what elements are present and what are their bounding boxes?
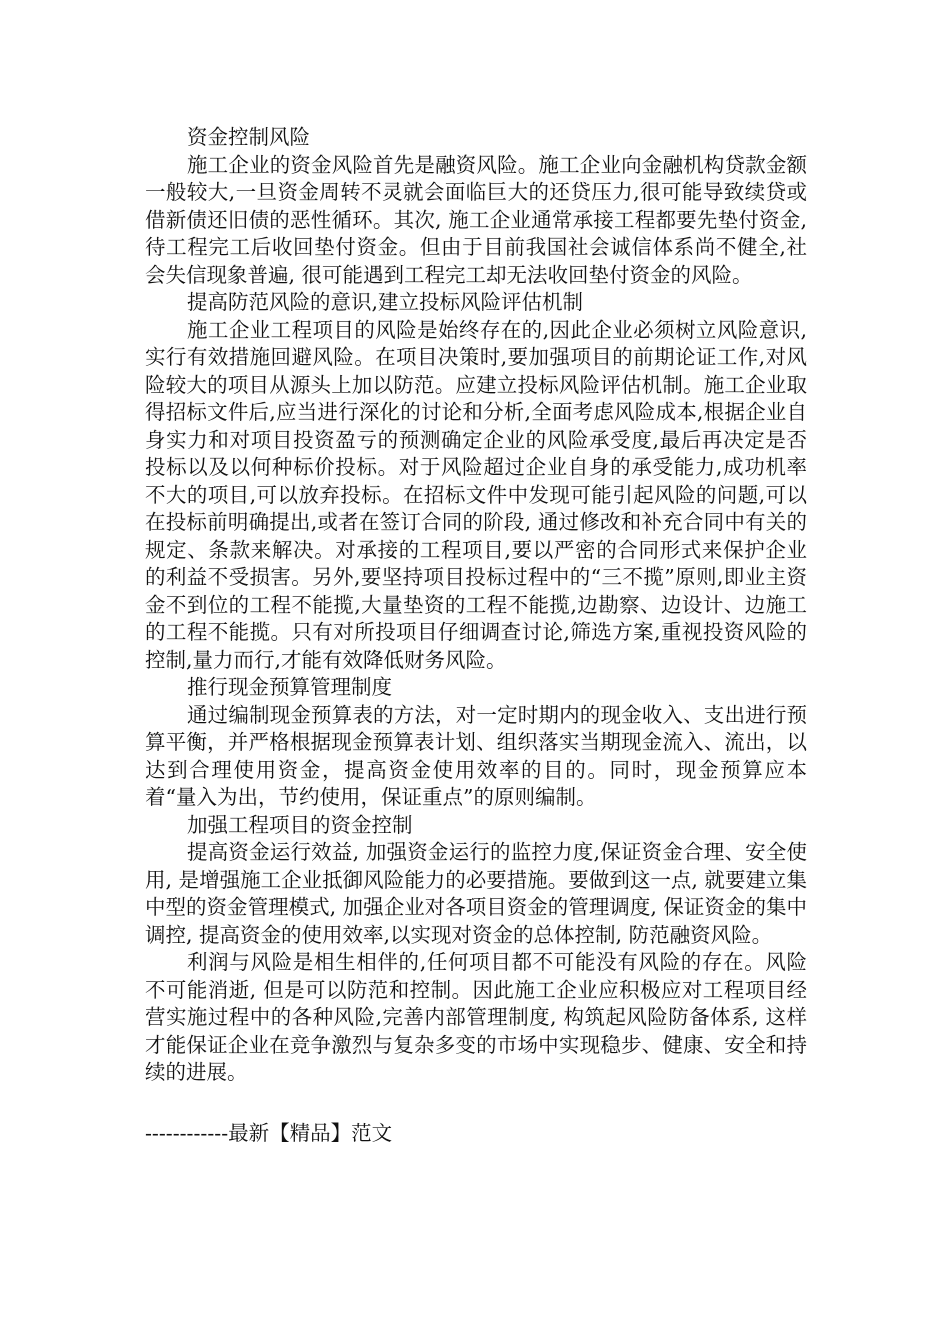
section-heading-project-funds: 加强工程项目的资金控制 bbox=[187, 812, 413, 837]
section-paragraph-cash-budget: 通过编制现金预算表的方法，对一定时期内的现金收入、支出进行预算平衡，并严格根据现金预算表计划、组织落实当期现金流入、流出，以达到合理使用资金，提高资金使用效率的目的。同时，现金预算应本着“量入为出，节约使用，保证重点”的原则编制。 bbox=[145, 702, 807, 809]
conclusion-paragraph: 利润与风险是相生相伴的,任何项目都不可能没有风险的存在。风险不可能消逝, 但是可以防范和控制。因此施工企业应积极应对工程项目经营实施过程中的各种风险,完善内部管理制度, 构筑起风险防备体系, 这样才能保证企业在竞争激烈与复杂多变的市场中实现稳步、健康、安全和持续的进展。 bbox=[145, 950, 807, 1084]
section-paragraph-project-funds: 提高资金运行效益, 加强资金运行的监控力度,保证资金合理、安全使用, 是增强施工企业抵御风险能力的必要措施。要做到这一点, 就要建立集中型的资金管理模式, 加强企业对各项目资金的管理调度, 保证资金的集中调控, 提高资金的使用效率,以实现对资金的总体控制, 防范融资风险。 bbox=[145, 840, 807, 947]
document-body bbox=[145, 124, 807, 1087]
footer-note: ------------最新【精品】范文 bbox=[145, 1121, 393, 1145]
section-heading-cash-budget: 推行现金预算管理制度 bbox=[187, 675, 392, 699]
section-heading-funds-risk: 资金控制风险 bbox=[187, 125, 310, 149]
section-paragraph-funds-risk: 施工企业的资金风险首先是融资风险。施工企业向金融机构贷款金额一般较大,一旦资金周转不灵就会面临巨大的还贷压力,很可能导致续贷或借新债还旧债的恶性循环。其次, 施工企业通常承接工程都要先垫付资金,待工程完工后收回垫付资金。但由于目前我国社会诚信体系尚不健全,社会失信现象普遍, 很可能遇到工程完工却无法收回垫付资金的风险。 bbox=[145, 152, 807, 287]
section-heading-bidding-risk: 提高防范风险的意识,建立投标风险评估机制 bbox=[187, 290, 584, 314]
section-paragraph-bidding-risk: 施工企业工程项目的风险是始终存在的,因此企业必须树立风险意识,实行有效措施回避风险。在项目决策时,要加强项目的前期论证工作,对风险较大的项目从源头上加以防范。应建立投标风险评估机制。施工企业取得招标文件后,应当进行深化的讨论和分析,全面考虑风险成本,根据企业自身实力和对项目投资盈亏的预测确定企业的风险承受度,最后再决定是否投标以及以何种标价投标。对于风险超过企业自身的承受能力,成功机率不大的项目,可以放弃投标。在招标文件中发现可能引起风险的问题,可以在投标前明确提出,或者在签订合同的阶段, 通过修改和补充合同中有关的规定、条款来解决。对承接的工程项目,要以严密的合同形式来保护企业的利益不受损害。另外,要坚持项目投标过程中的“三不揽”原则,即业主资金不到位的工程不能揽,大量垫资的工程不能揽,边勘察、边设计、边施工的工程不能揽。只有对所投项目仔细调查讨论,筛选方案,重视投资风险的控制,量力而行,才能有效降低财务风险。 bbox=[145, 317, 807, 672]
